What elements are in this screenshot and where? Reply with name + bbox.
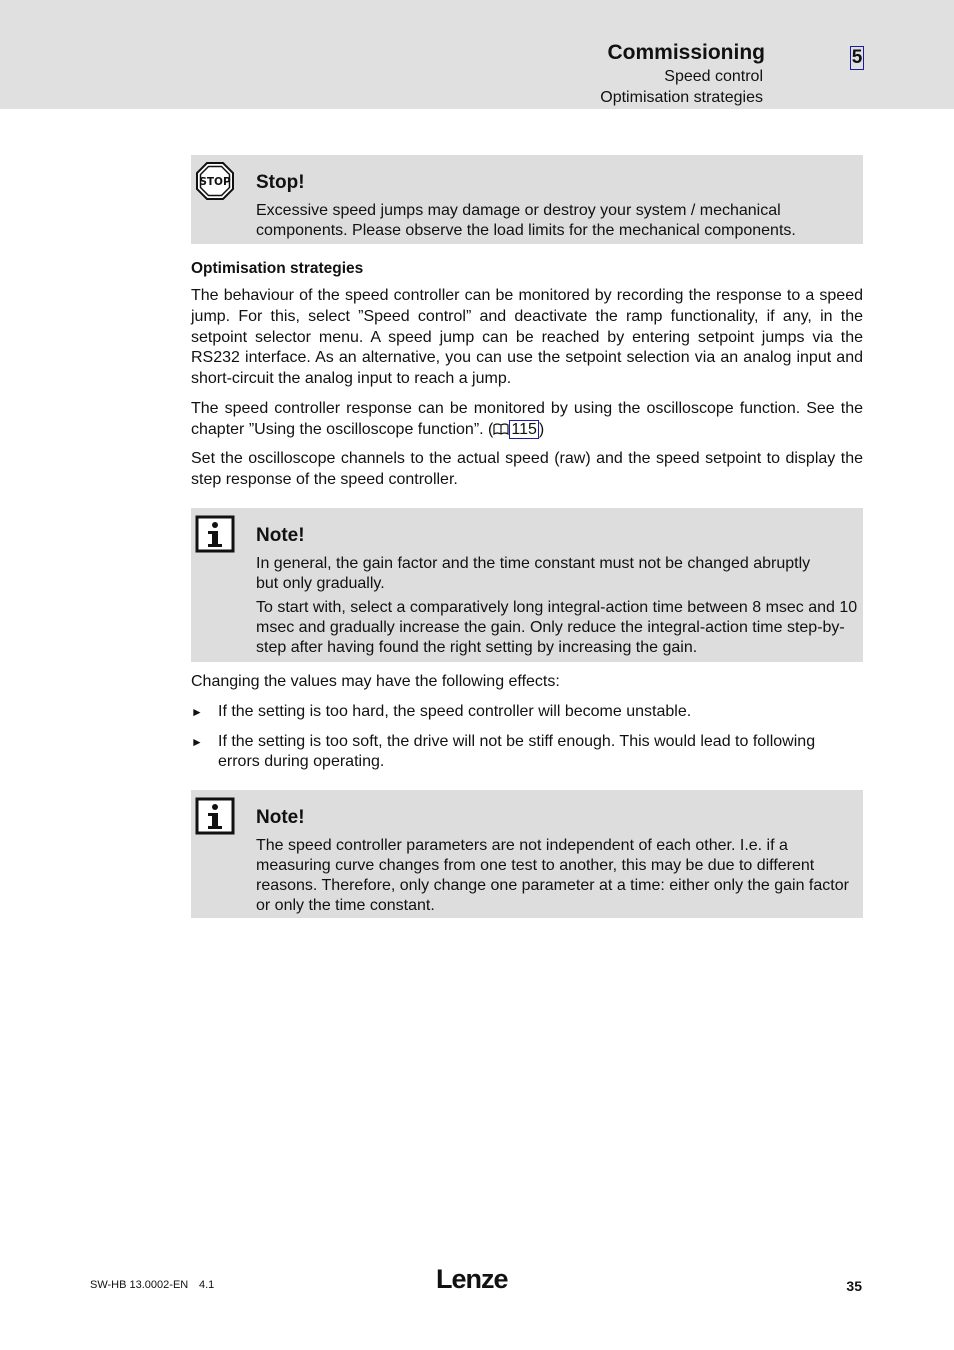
paragraph-oscilloscope <box>191 399 863 441</box>
note-title: Note! <box>256 807 305 828</box>
stop-sign-icon <box>195 161 235 201</box>
note-box-parameters <box>191 790 863 918</box>
section-subtitle: Speed control <box>664 68 763 85</box>
note-title: Note! <box>256 525 305 546</box>
page-reference-link[interactable]: 115 <box>511 420 537 438</box>
info-icon <box>195 796 235 836</box>
note-text-parameters: The speed controller parameters are not independent of each other. I.e. if a measuring curve changes from one test to another, this may be due to different reasons. Therefore, only change one parameter at a time: either only the gain factor or only the time constant. <box>256 837 849 914</box>
lenze-logo: Lenze <box>436 1264 508 1294</box>
note-text-gradual: In general, the gain factor and the time constant must not be changed abruptly but only gradually. <box>256 555 811 592</box>
effects-intro: Changing the values may have the following effects: <box>191 673 560 690</box>
bullet-arrow-icon: ► <box>191 735 203 749</box>
paragraph-speed-jump: The behaviour of the speed controller can be monitored by recording the response to a speed jump. For this, select ”Speed control” and deactivate the ramp functionality, if any, in the setpoint selector menu. A speed jump can be reached by entering setpoint jumps via the RS232 interface. As an alternative, you can use the setpoint selection via an analog input and short-circuit the analog input to reach a jump. <box>191 287 863 388</box>
list-item-text: If the setting is too soft, the drive will not be stiff enough. This would lead to following errors during operating. <box>218 733 816 770</box>
list-item-text: If the setting is too hard, the speed controller will become unstable. <box>218 703 692 720</box>
document-id: SW-HB 13.0002-EN <box>90 1279 189 1291</box>
info-icon <box>195 514 235 554</box>
stop-title: Stop! <box>256 172 305 193</box>
list-item <box>191 702 863 722</box>
subsection-subtitle: Optimisation strategies <box>600 89 763 106</box>
stop-sign-label: STOP <box>199 176 231 188</box>
chapter-title: Commissioning <box>607 41 765 64</box>
note-box-gain <box>191 508 863 662</box>
book-icon <box>493 423 509 435</box>
stop-text: Excessive speed jumps may damage or destroy your system / mechanical components. Please observe the load limits for the mechanical components. <box>256 202 796 239</box>
note-text-integral-action: To start with, select a comparatively long integral-action time between 8 msec and 10 msec and gradually increase the gain. Only reduce the integral-action time step-by-step after having found the right setting by increasing the gain. <box>256 599 858 656</box>
paragraph-oscilloscope-text: The speed controller response can be monitored by using the oscilloscope function. See the chapter ”Using the oscilloscope function”. ( <box>191 400 863 438</box>
list-item <box>191 732 863 772</box>
section-heading: Optimisation strategies <box>191 260 364 277</box>
stop-warning-box <box>191 155 863 244</box>
header-band <box>0 0 954 109</box>
paragraph-oscilloscope-end: ) <box>538 420 545 438</box>
document-version: 4.1 <box>199 1279 215 1291</box>
bullet-arrow-icon: ► <box>191 705 203 719</box>
chapter-number-link[interactable]: 5 <box>851 47 863 68</box>
page-number: 35 <box>846 1278 862 1294</box>
paragraph-channels: Set the oscilloscope channels to the actual speed (raw) and the speed setpoint to display the step response of the speed controller. <box>191 450 863 488</box>
